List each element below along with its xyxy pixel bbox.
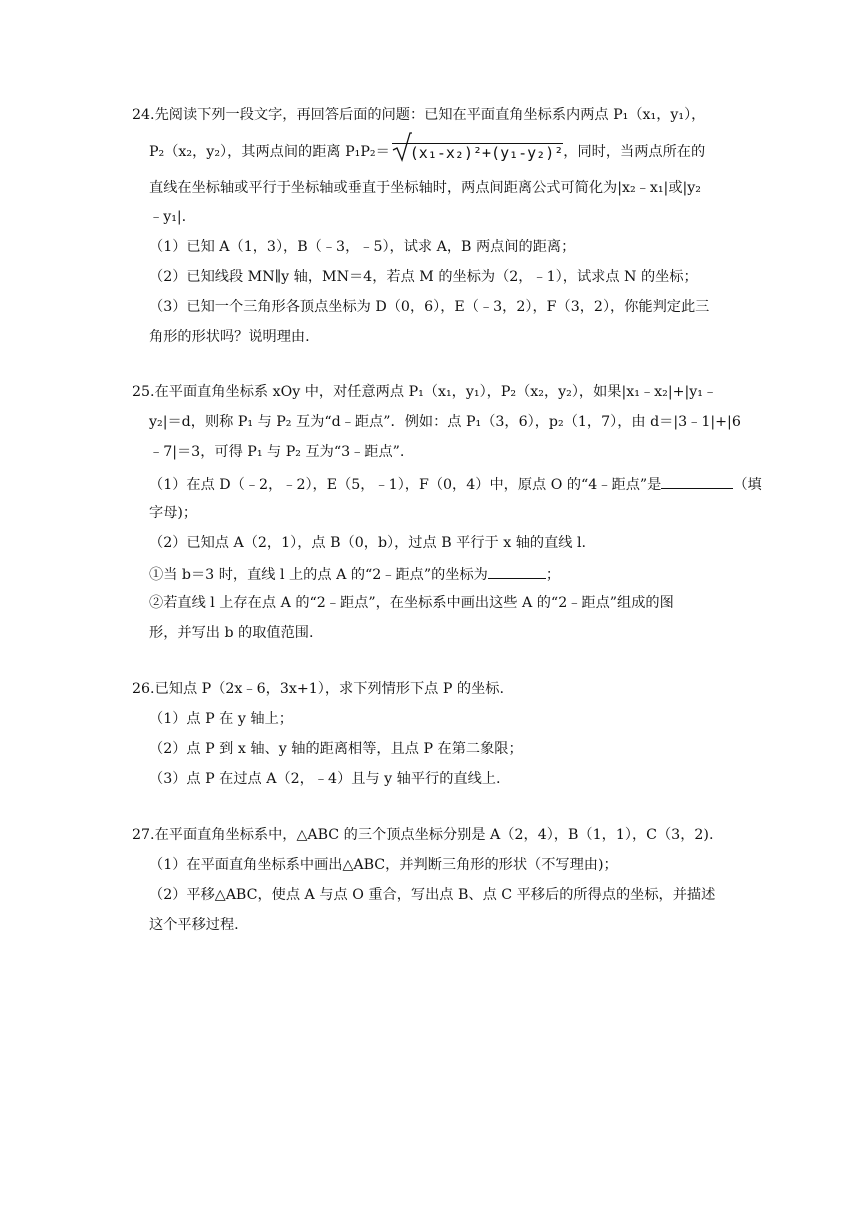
q24-part-1: （1）已知 A（1，3），B（﹣3，﹣5），试求 A，B 两点间的距离； [149,239,576,255]
q24-part-3: （3）已知一个三角形各顶点坐标为 D（0，6），E（﹣3，2），F（3，2），你能判定此三 [149,299,710,315]
q25-part-2-sub-1: ①当 b＝3 时，直线 l 上的点 A 的“2﹣距点”的坐标为 ； [149,567,561,583]
q25-number: 25. [132,384,155,400]
q25-part-2-sub-2-cont: 形，并写出 b 的取值范围. [149,625,314,641]
q25-part-1: （1）在点 D（﹣2，﹣2），E（5，﹣1），F（0，4）中，原点 O 的“4﹣距点”是 （填 [149,477,762,493]
distance-formula: (x₁-x₂)²+(y₁-y₂)² [392,143,564,161]
distance-formula-radical [392,143,564,161]
q24-part-2: （2）已知线段 MN∥y 轴，MN＝4，若点 M 的坐标为（2，﹣1），试求点 N 的坐标； [149,269,698,285]
q26-part-1: （1）点 P 在 y 轴上； [149,711,293,727]
q25-line-1: 25.在平面直角坐标系 xOy 中，对任意两点 P₁（x₁，y₁），P₂（x₂，y₂），如果|x₁﹣x₂|+|y₁﹣ [132,384,718,400]
q24-line-4: ﹣y₁|. [149,209,187,225]
answer-blank-2[interactable] [488,566,546,579]
q27-part-1: （1）在平面直角坐标系中画出△ABC，并判断三角形的形状（不写理由)； [149,857,618,873]
q25-part-2-sub-2: ②若直线 l 上存在点 A 的“2﹣距点”，在坐标系中画出这些 A 的“2﹣距点”组成的图 [149,595,674,611]
q27-line-1: 27.在平面直角坐标系中，△ABC 的三个顶点坐标分别是 A（2，4），B（1，1），C（3，2). [132,827,714,843]
q24-part-3-cont: 角形的形状吗？说明理由. [149,329,310,345]
q24-line-1: 24.先阅读下列一段文字，再回答后面的问题：已知在平面直角坐标系内两点 P₁（x₁，y₁）， [132,107,706,123]
q25-line-3: ﹣7|＝3，可得 P₁ 与 P₂ 互为“3﹣距点”. [149,444,405,460]
q26-part-3: （3）点 P 在过点 A（2，﹣4）且与 y 轴平行的直线上. [149,771,501,787]
q27-number: 27. [132,827,155,843]
q27-part-2: （2）平移△ABC，使点 A 与点 O 重合，写出点 B、点 C 平移后的所得点的坐标，并描述 [149,887,716,903]
q25-part-2: （2）已知点 A（2，1），点 B（0，b），过点 B 平行于 x 轴的直线 l. [149,535,587,551]
q24-line-2: P₂（x₂，y₂），其两点间的距离 P₁P₂＝ (x₁-x₂)²+(y₁-y₂)²，同时，当两点所在的 [149,143,749,161]
q27-part-2-cont: 这个平移过程. [149,917,239,933]
q24-line-3: 直线在坐标轴或平行于坐标轴或垂直于坐标轴时，两点间距离公式可简化为|x₂﹣x₁|或|y₂ [149,180,701,196]
q26-part-2: （2）点 P 到 x 轴、y 轴的距离相等，且点 P 在第二象限； [149,741,523,757]
q25-line-2: y₂|＝d，则称 P₁ 与 P₂ 互为“d﹣距点”．例如：点 P₁（3，6），p₂（1，7），由 d＝|3﹣1|+|6 [149,414,741,430]
q26-number: 26. [132,681,155,697]
answer-blank-1[interactable] [661,476,733,489]
q24-number: 24. [132,107,155,123]
q25-part-1-cont: 字母)； [149,505,198,521]
q26-line-1: 26.已知点 P（2x﹣6，3x+1），求下列情形下点 P 的坐标. [132,681,504,697]
